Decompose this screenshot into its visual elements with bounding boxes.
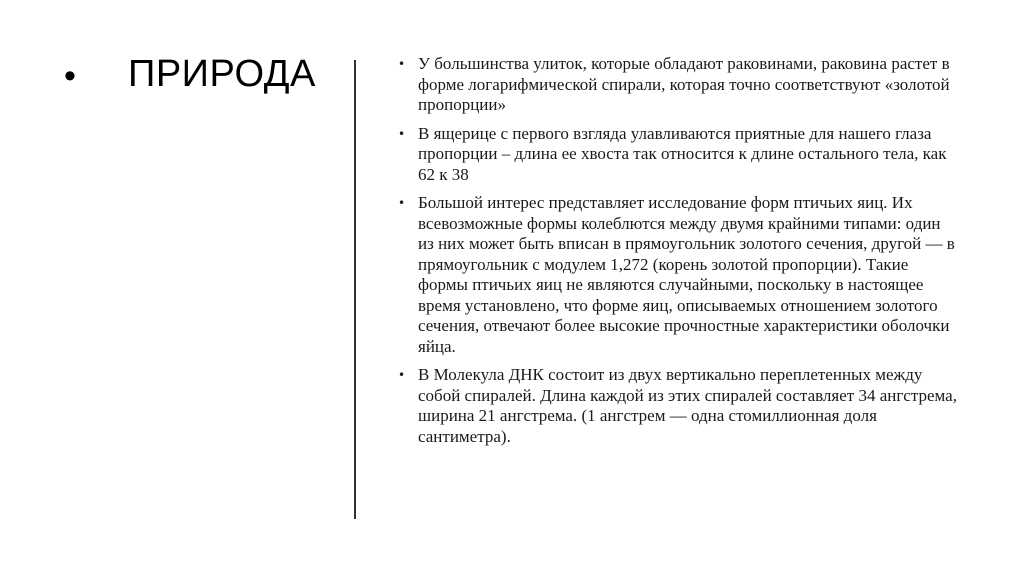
bullet-item	[398, 54, 958, 116]
vertical-divider	[354, 60, 356, 519]
bullet-dot: •	[398, 368, 406, 382]
bullet-item	[398, 365, 958, 447]
bullet-text: В ящерице с первого взгляда улавливаются приятные для нашего глаза пропорции – длина ее хвоста так относится к длине остального тела, как 62 к 38	[418, 123, 947, 184]
bullet-dot: •	[398, 196, 406, 210]
bullet-list	[398, 54, 958, 455]
bullet-dot: •	[398, 57, 406, 71]
slide-title: ПРИРОДА	[128, 53, 316, 95]
bullet-text: У большинства улиток, которые обладают раковинами, раковина растет в форме логарифмической спирали, которая точно соответствуют «золотой пропорции»	[418, 54, 950, 114]
bullet-text: Большой интерес представляет исследование форм птичьих яиц. Их всевозможные формы колеблются между двумя крайними типами: один из них может быть вписан в прямоугольник золотого сечения, другой — в прямоугольник с модулем 1,272 (корень золотой пропорции). Такие формы птичьих яиц не являются случайными, поскольку в настоящее время установлено, что форме яиц, описываемых отношением золотого сечения, отвечают более высокие прочностные характеристики оболочки яйца.	[418, 193, 955, 356]
bullet-text: В Молекула ДНК состоит из двух вертикально переплетенных между собой спиралей. Длина каждой из этих спиралей составляет 34 ангстрема, ширина 21 ангстрема. (1 ангстрем — одна стомиллионная доля сантиметра).	[418, 365, 957, 446]
bullet-item	[398, 124, 958, 186]
bullet-item	[398, 193, 958, 357]
title-bullet: •	[64, 57, 76, 95]
bullet-dot: •	[398, 126, 406, 141]
